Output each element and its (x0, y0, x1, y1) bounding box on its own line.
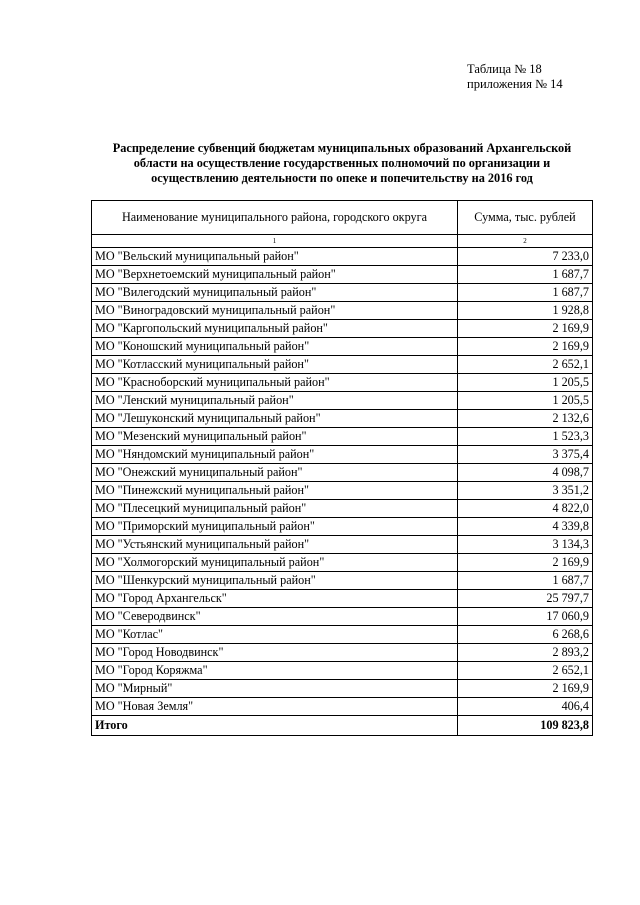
table-row (92, 572, 593, 590)
municipality-name: МО "Город Архангельск" (92, 590, 458, 608)
table-row (92, 356, 593, 374)
municipality-name: МО "Няндомский муниципальный район" (92, 446, 458, 464)
subvention-amount: 1 205,5 (458, 392, 593, 410)
table-row (92, 320, 593, 338)
subvention-amount: 2 132,6 (458, 410, 593, 428)
subvention-amount: 4 822,0 (458, 500, 593, 518)
table-row (92, 500, 593, 518)
subvention-amount: 3 351,2 (458, 482, 593, 500)
column-number-1: 1 (92, 235, 458, 248)
column-number-2: 2 (458, 235, 593, 248)
table-row (92, 536, 593, 554)
table-header-row (92, 201, 593, 235)
table-row (92, 662, 593, 680)
municipality-name: МО "Верхнетоемский муниципальный район" (92, 266, 458, 284)
subvention-amount: 2 169,9 (458, 554, 593, 572)
municipality-name: МО "Вельский муниципальный район" (92, 248, 458, 266)
subvention-amount: 17 060,9 (458, 608, 593, 626)
appendix-number: приложения № 14 (467, 77, 563, 91)
subvention-amount: 2 169,9 (458, 338, 593, 356)
municipality-name: МО "Виноградовский муниципальный район" (92, 302, 458, 320)
title-line-1: Распределение субвенций бюджетам муниципальных образований Архангельской (112, 141, 572, 155)
subvention-amount: 25 797,7 (458, 590, 593, 608)
subvention-amount: 4 098,7 (458, 464, 593, 482)
subvention-amount: 1 687,7 (458, 572, 593, 590)
subvention-amount: 2 169,9 (458, 320, 593, 338)
subvention-amount: 2 652,1 (458, 662, 593, 680)
municipality-name: МО "Котлас" (92, 626, 458, 644)
subvention-amount: 2 893,2 (458, 644, 593, 662)
subvention-amount: 1 928,8 (458, 302, 593, 320)
table-number: Таблица № 18 (467, 62, 542, 76)
municipality-name: МО "Коношский муниципальный район" (92, 338, 458, 356)
municipality-name: МО "Лешуконский муниципальный район" (92, 410, 458, 428)
table-row (92, 590, 593, 608)
municipality-name: МО "Пинежский муниципальный район" (92, 482, 458, 500)
table-row (92, 608, 593, 626)
table-body (92, 248, 593, 736)
municipality-name: МО "Северодвинск" (92, 608, 458, 626)
subvention-amount: 7 233,0 (458, 248, 593, 266)
subvention-amount: 406,4 (458, 698, 593, 716)
municipality-name: МО "Красноборский муниципальный район" (92, 374, 458, 392)
subvention-amount: 3 375,4 (458, 446, 593, 464)
table-row (92, 446, 593, 464)
municipality-name: МО "Мирный" (92, 680, 458, 698)
subvention-amount: 6 268,6 (458, 626, 593, 644)
municipality-name: МО "Город Коряжма" (92, 662, 458, 680)
table-reference-note (467, 62, 563, 92)
table-row (92, 482, 593, 500)
table-row (92, 302, 593, 320)
subvention-amount: 4 339,8 (458, 518, 593, 536)
subvention-amount: 1 523,3 (458, 428, 593, 446)
table-row (92, 698, 593, 716)
title-line-3: осуществлению деятельности по опеке и попечительству на 2016 год (151, 171, 533, 185)
table-row (92, 266, 593, 284)
municipality-name: МО "Ленский муниципальный район" (92, 392, 458, 410)
municipality-name: МО "Шенкурский муниципальный район" (92, 572, 458, 590)
subvention-amount: 3 134,3 (458, 536, 593, 554)
municipality-name: МО "Вилегодский муниципальный район" (92, 284, 458, 302)
municipality-name: МО "Холмогорский муниципальный район" (92, 554, 458, 572)
table-row (92, 680, 593, 698)
column-header-amount: Сумма, тыс. рублей (458, 201, 593, 235)
municipality-name: МО "Новая Земля" (92, 698, 458, 716)
municipality-name: МО "Котласский муниципальный район" (92, 356, 458, 374)
table-row (92, 518, 593, 536)
table-row (92, 644, 593, 662)
municipality-name: МО "Город Новодвинск" (92, 644, 458, 662)
total-label: Итого (92, 716, 458, 736)
column-number-row (92, 235, 593, 248)
table-row (92, 248, 593, 266)
municipality-name: МО "Приморский муниципальный район" (92, 518, 458, 536)
table-row (92, 554, 593, 572)
title-line-2: области на осуществление государственных полномочий по организации и (133, 156, 551, 170)
subvention-amount: 2 169,9 (458, 680, 593, 698)
subvention-amount: 1 205,5 (458, 374, 593, 392)
municipality-name: МО "Онежский муниципальный район" (92, 464, 458, 482)
subvention-amount: 1 687,7 (458, 284, 593, 302)
table-row (92, 374, 593, 392)
municipality-name: МО "Мезенский муниципальный район" (92, 428, 458, 446)
municipality-name: МО "Каргопольский муниципальный район" (92, 320, 458, 338)
table-row (92, 410, 593, 428)
distribution-table (91, 200, 593, 736)
table-row (92, 626, 593, 644)
municipality-name: МО "Плесецкий муниципальный район" (92, 500, 458, 518)
column-header-name: Наименование муниципального района, городского округа (92, 201, 458, 235)
municipality-name: МО "Устьянский муниципальный район" (92, 536, 458, 554)
total-row (92, 716, 593, 736)
table-row (92, 338, 593, 356)
subvention-amount: 1 687,7 (458, 266, 593, 284)
document-title (92, 141, 592, 186)
table-row (92, 392, 593, 410)
table-row (92, 464, 593, 482)
subvention-amount: 2 652,1 (458, 356, 593, 374)
table-row (92, 284, 593, 302)
table-row (92, 428, 593, 446)
total-value: 109 823,8 (458, 716, 593, 736)
